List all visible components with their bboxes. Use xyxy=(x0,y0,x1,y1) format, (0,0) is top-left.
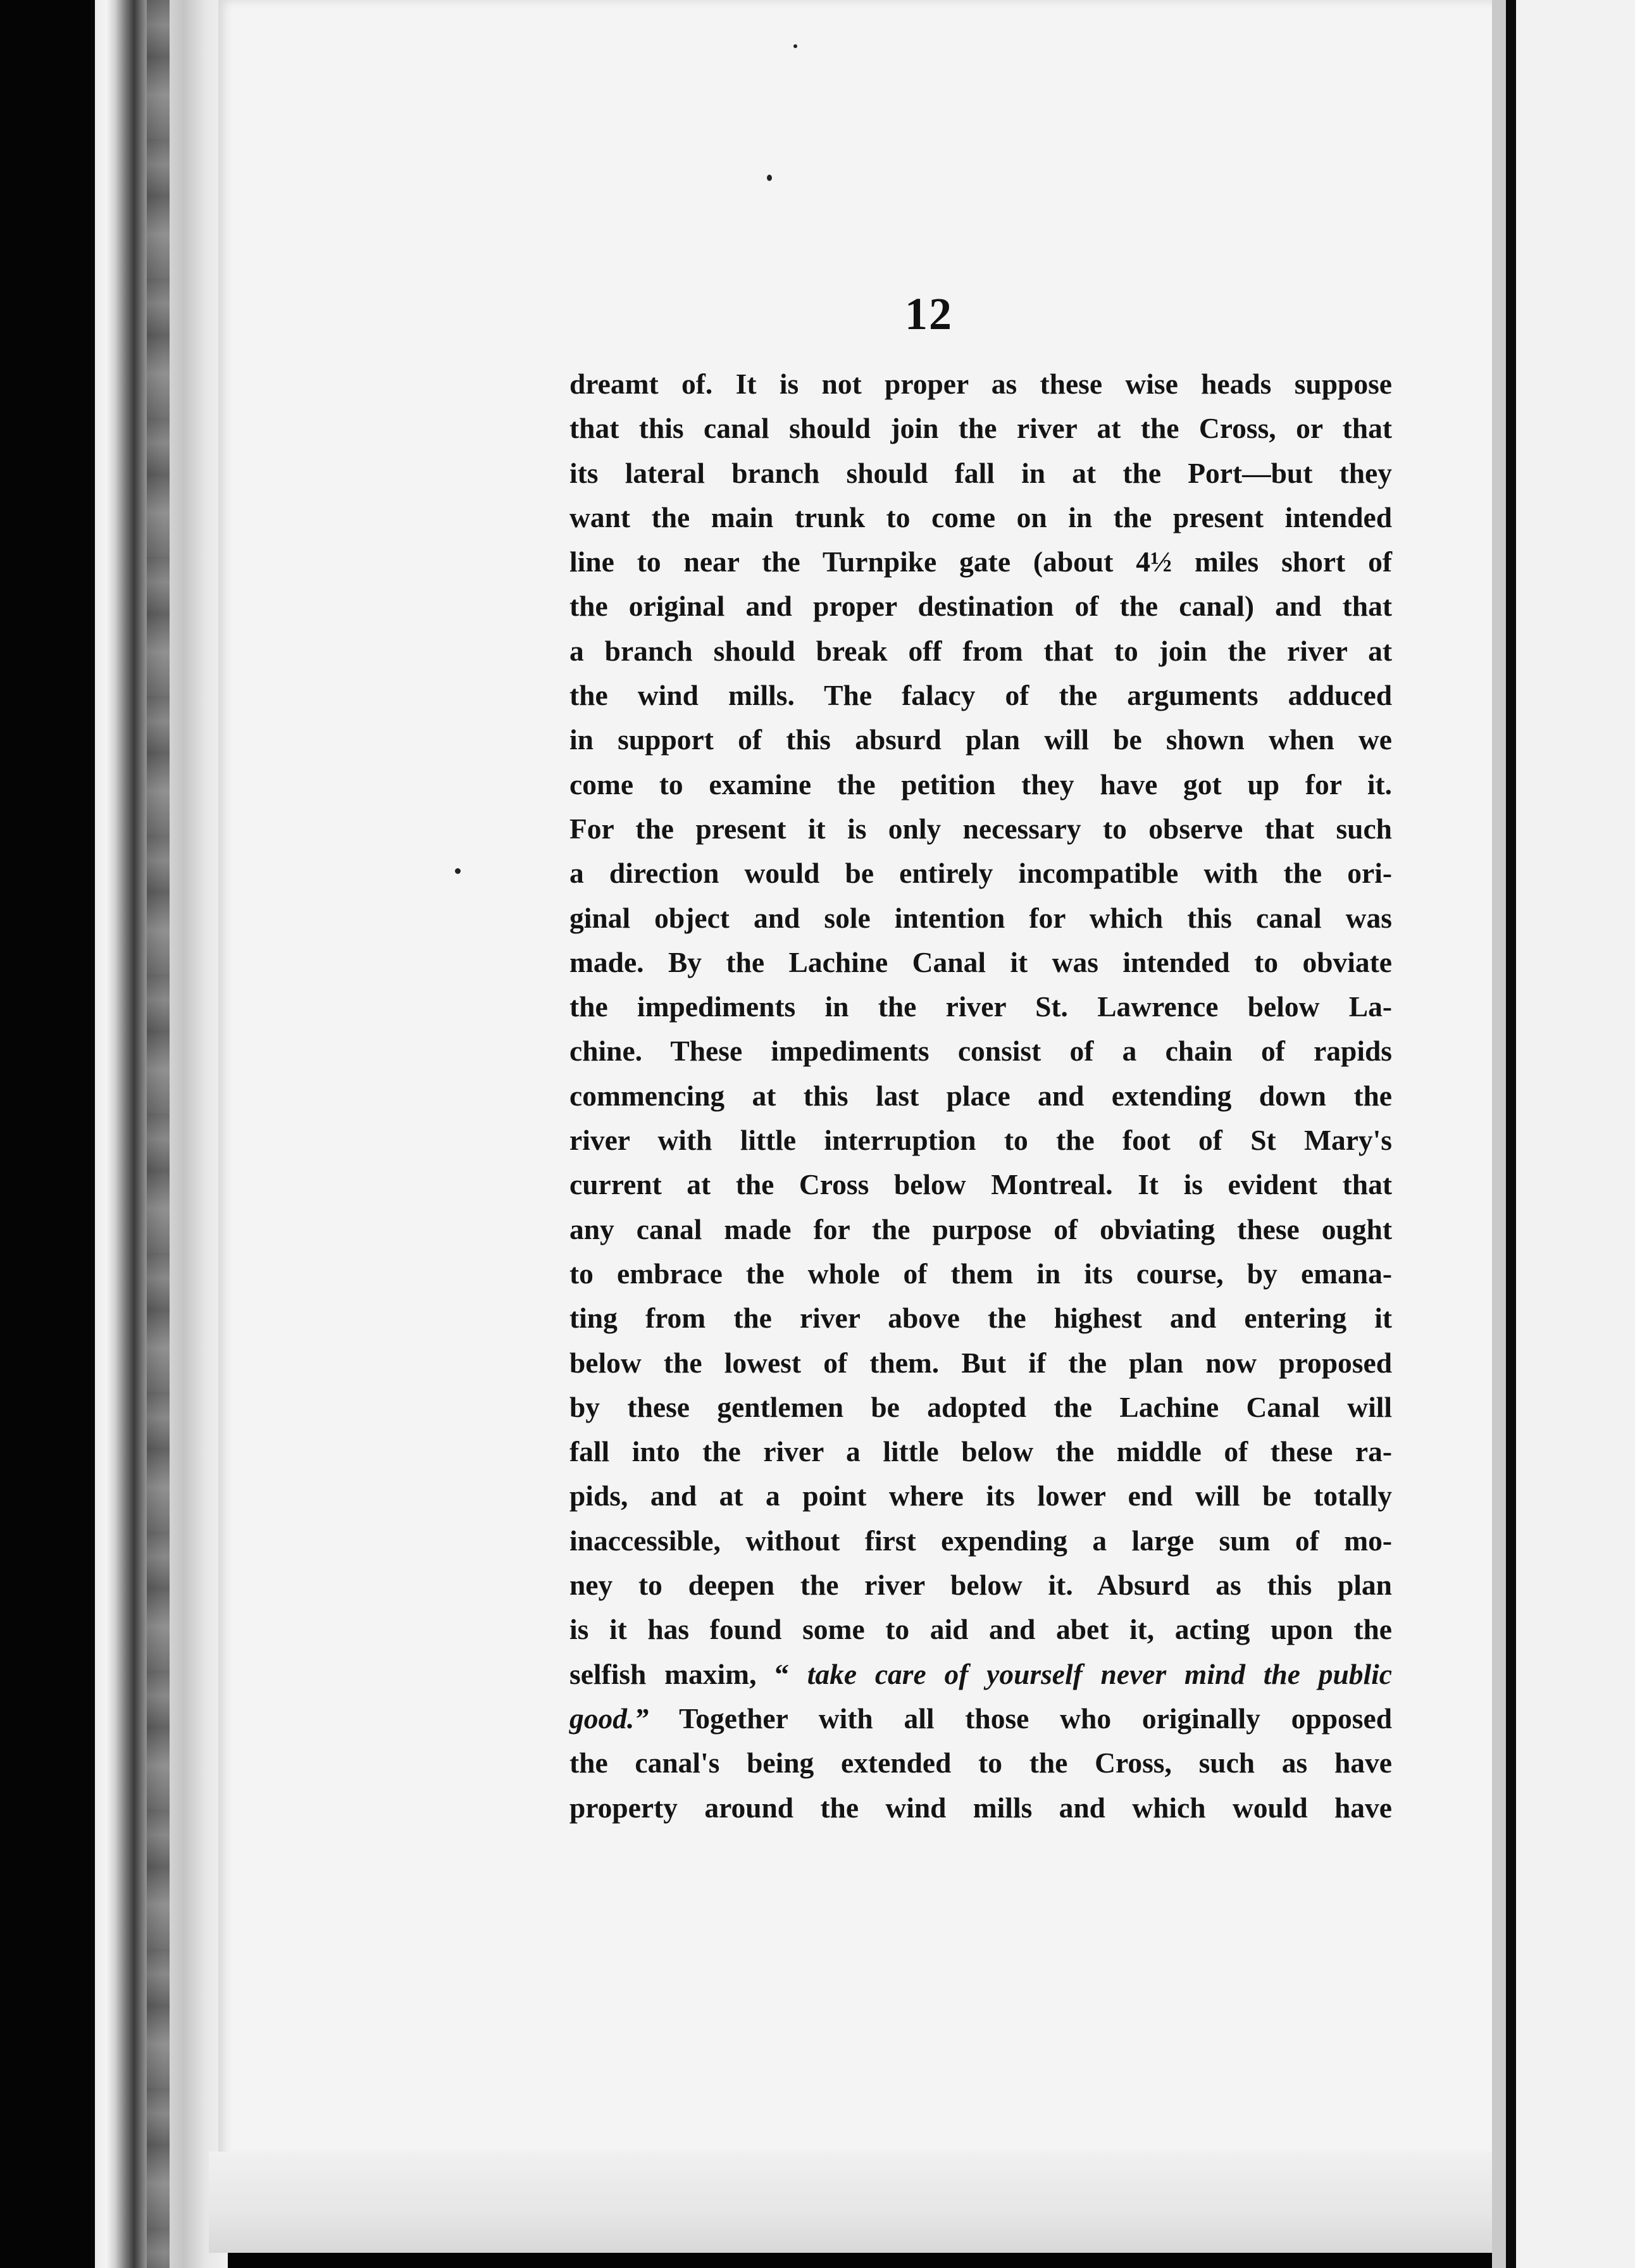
binding-edge xyxy=(147,0,170,2268)
text-run: come to examine the petition they have got up for it. xyxy=(569,768,1392,801)
text-line xyxy=(569,1430,1392,1474)
text-run: the wind mills. The falacy of the arguments adduced xyxy=(569,679,1392,712)
text-run: is it has found some to aid and abet it, acting upon the xyxy=(569,1613,1392,1646)
text-run: commencing at this last place and extending down the xyxy=(569,1079,1392,1112)
text-run: any canal made for the purpose of obviating these ought xyxy=(569,1212,1392,1245)
text-run: to embrace the whole of them in its course, by emana- xyxy=(569,1257,1392,1290)
text-line xyxy=(569,1162,1392,1207)
text-line xyxy=(569,1118,1392,1162)
text-line xyxy=(569,584,1392,628)
text-line xyxy=(569,1207,1392,1252)
text-line xyxy=(569,673,1392,718)
text-line xyxy=(569,1652,1392,1697)
page-number: 12 xyxy=(905,289,953,339)
text-line xyxy=(569,1519,1392,1563)
text-line xyxy=(569,1563,1392,1607)
text-run: the impediments in the river St. Lawrence below La- xyxy=(569,990,1392,1023)
text-run: dreamt of. It is not proper as these wise heads suppose xyxy=(569,368,1392,400)
ink-speck xyxy=(455,868,461,874)
text-run: want the main trunk to come on in the present intended xyxy=(569,501,1392,533)
text-run: its lateral branch should fall in at the Port—but they xyxy=(569,456,1392,489)
text-run: selfish maxim, “ xyxy=(569,1657,807,1690)
text-line xyxy=(569,1741,1392,1785)
page-right-edge xyxy=(1492,0,1506,2268)
text-line xyxy=(569,1341,1392,1385)
text-run: chine. These impediments consist of a chain of rapids xyxy=(569,1035,1392,1068)
italic-text: take care of yourself never mind the public xyxy=(807,1657,1392,1690)
text-run: Together with all those who originally opposed xyxy=(649,1702,1392,1735)
text-line xyxy=(569,451,1392,495)
text-run: ney to deepen the river below it. Absurd as this plan xyxy=(569,1569,1392,1602)
text-line xyxy=(569,629,1392,673)
italic-text: good.” xyxy=(569,1702,649,1735)
text-run: property around the wind mills and which would have xyxy=(569,1791,1392,1824)
text-line xyxy=(569,851,1392,895)
gutter-divider xyxy=(1506,0,1516,2268)
text-run: a direction would be entirely incompatible with the ori- xyxy=(569,857,1392,890)
text-run: a branch should break off from that to join the river at xyxy=(569,634,1392,667)
text-run: current at the Cross below Montreal. It is evident that xyxy=(569,1168,1392,1201)
text-line xyxy=(569,362,1392,406)
text-line xyxy=(569,1697,1392,1741)
page-bottom-edge xyxy=(209,2152,1525,2253)
text-run: the original and proper destination of the canal) and that xyxy=(569,590,1392,623)
text-line xyxy=(569,763,1392,807)
text-line xyxy=(569,940,1392,985)
text-line xyxy=(569,1074,1392,1118)
text-line xyxy=(569,406,1392,451)
text-run: the canal's being extended to the Cross, such as have xyxy=(569,1747,1392,1779)
text-run: in support of this absurd plan will be shown when we xyxy=(569,723,1392,756)
text-run: by these gentlemen be adopted the Lachine Canal will xyxy=(569,1390,1392,1423)
text-line xyxy=(569,1385,1392,1430)
text-run: pids, and at a point where its lower end will be totally xyxy=(569,1480,1392,1512)
text-line xyxy=(569,1607,1392,1652)
ink-speck xyxy=(767,175,772,181)
text-run: For the present it is only necessary to observe that such xyxy=(569,812,1392,845)
text-run: line to near the Turnpike gate (about 4½ miles short of xyxy=(569,545,1392,578)
text-run: that this canal should join the river at the Cross, or that xyxy=(569,412,1392,445)
facing-page-sliver xyxy=(1516,0,1635,2268)
body-text xyxy=(569,362,1392,1830)
text-line xyxy=(569,718,1392,762)
text-run: fall into the river a little below the middle of these ra- xyxy=(569,1435,1392,1468)
text-line xyxy=(569,1252,1392,1296)
text-line xyxy=(569,1296,1392,1340)
text-line xyxy=(569,540,1392,584)
text-line xyxy=(569,807,1392,851)
text-line xyxy=(569,1786,1392,1830)
text-line xyxy=(569,1474,1392,1518)
text-run: inaccessible, without first expending a large sum of mo- xyxy=(569,1524,1392,1557)
text-run: river with little interruption to the foot of St Mary's xyxy=(569,1124,1392,1157)
ink-speck xyxy=(793,44,797,48)
text-run: ginal object and sole intention for which this canal was xyxy=(569,901,1392,934)
text-line xyxy=(569,985,1392,1029)
text-line xyxy=(569,896,1392,940)
text-run: below the lowest of them. But if the plan now proposed xyxy=(569,1346,1392,1379)
text-line xyxy=(569,1029,1392,1073)
text-run: made. By the Lachine Canal it was intended to obviate xyxy=(569,945,1392,978)
text-line xyxy=(569,495,1392,540)
text-run: ting from the river above the highest and entering it xyxy=(569,1302,1392,1335)
